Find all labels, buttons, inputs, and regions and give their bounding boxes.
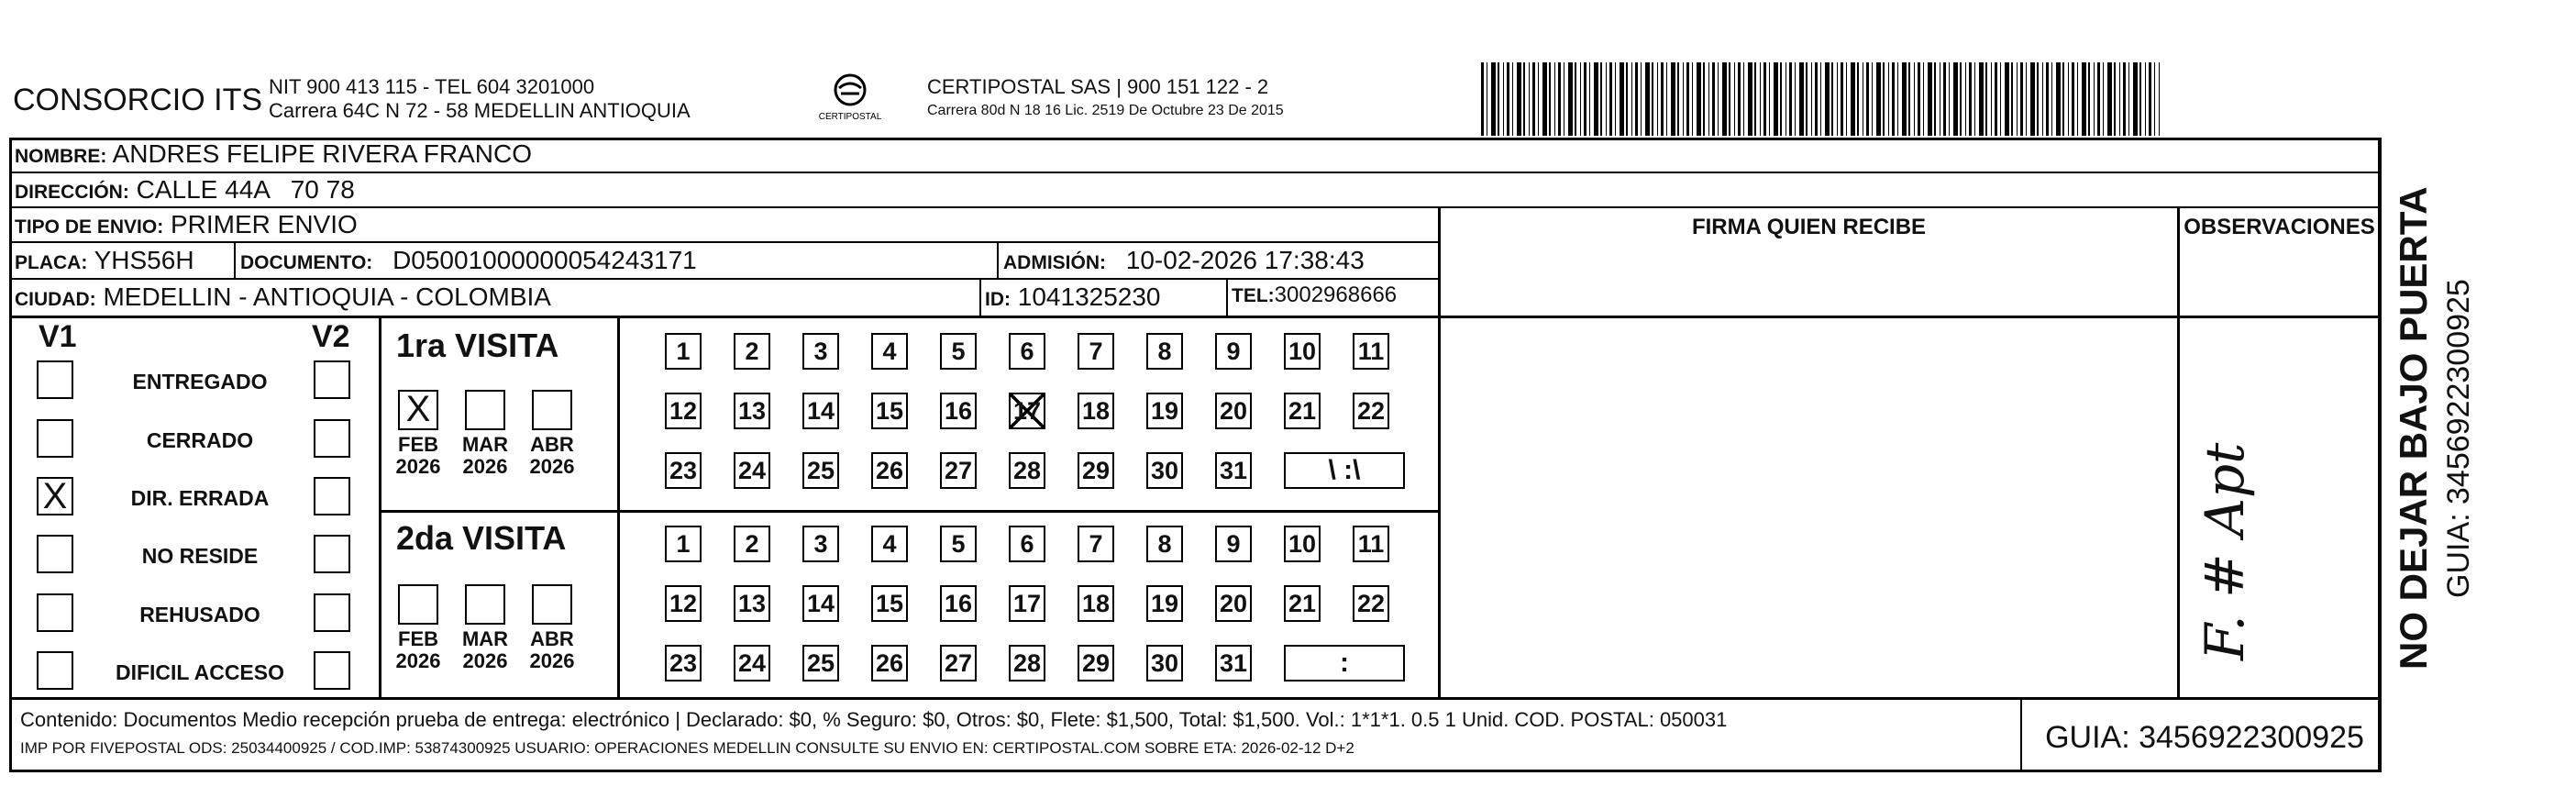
id-cell — [985, 283, 1161, 312]
day-box[interactable]: 28 — [1009, 452, 1045, 489]
day-box[interactable]: 21 — [1284, 393, 1321, 429]
side-guia: GUIA: 3456922300925 — [2441, 279, 2476, 598]
day-box[interactable]: 16 — [940, 393, 977, 429]
day-box[interactable]: 25 — [802, 645, 839, 682]
day-box[interactable]: 1 — [665, 333, 702, 370]
day-box[interactable]: 3 — [802, 526, 839, 562]
certipostal-logo — [813, 72, 887, 125]
month-label: FEB — [398, 627, 438, 650]
tel-cell — [1232, 283, 1397, 308]
month-label: MAR — [461, 433, 509, 456]
company-nit-line: NIT 900 413 115 - TEL 604 3201000 — [269, 75, 595, 98]
day-box[interactable]: 13 — [734, 585, 770, 622]
v2-checkbox[interactable] — [314, 651, 350, 690]
city-label: CIUDAD: — [15, 289, 96, 310]
company-address-line: Carrera 64C N 72 - 58 MEDELLIN ANTIOQUIA — [269, 99, 691, 122]
day-box[interactable]: 18 — [1078, 393, 1114, 429]
signature-header: FIRMA QUIEN RECIBE — [1691, 215, 1927, 239]
company-name: CONSORCIO ITS — [13, 83, 263, 117]
v2-header: V2 — [312, 319, 350, 354]
side-warning: NO DEJAR BAJO PUERTA — [2392, 186, 2435, 670]
address-row — [15, 175, 355, 205]
company-details — [269, 75, 691, 123]
time-box[interactable]: : — [1284, 645, 1405, 682]
admission-label: ADMISIÓN: — [1003, 252, 1106, 273]
plate-cell — [15, 246, 194, 275]
day-box[interactable]: 19 — [1146, 585, 1183, 622]
v1-header: V1 — [39, 319, 77, 354]
document-value: D05001000000054243171 — [392, 246, 697, 274]
day-box[interactable]: 4 — [871, 333, 908, 370]
day-box[interactable]: 12 — [665, 393, 702, 429]
contents-line: Contenido: Documentos Medio recepción prueba de entrega: electrónico | Declarado: $0, % Seguro: $0, Otros: $0, Flete: $1,500, Total: $1,500. Vol.: 1*1*1. 0.5 1 Unid. COD. POSTAL: 050031 — [20, 708, 1728, 731]
day-box[interactable]: 24 — [734, 645, 770, 682]
shipment-type: PRIMER ENVIO — [170, 210, 358, 238]
day-box[interactable]: 20 — [1215, 393, 1252, 429]
day-box[interactable]: 22 — [1353, 393, 1389, 429]
day-box[interactable]: 6 — [1009, 526, 1045, 562]
recipient-address: CALLE 44A 70 78 — [136, 175, 355, 204]
logo-text: CERTIPOSTAL — [818, 112, 882, 122]
status-label: DIR. ERRADA — [130, 486, 270, 510]
city-value: MEDELLIN - ANTIOQUIA - COLOMBIA — [103, 283, 551, 311]
day-box[interactable]: 9 — [1215, 526, 1252, 562]
recipient-name: ANDRES FELIPE RIVERA FRANCO — [112, 139, 532, 168]
day-box[interactable]: 25 — [802, 452, 839, 489]
day-box[interactable]: 5 — [940, 526, 977, 562]
day-box[interactable]: 19 — [1146, 393, 1183, 429]
v1-checkbox[interactable] — [37, 535, 73, 573]
day-box[interactable]: 8 — [1146, 333, 1183, 370]
carrier-line: CERTIPOSTAL SAS | 900 151 122 - 2 — [927, 75, 1269, 98]
month-label: FEB — [398, 433, 438, 456]
year-label: 2026 — [462, 649, 508, 672]
day-box[interactable]: 29 — [1078, 452, 1114, 489]
document-cell — [240, 246, 697, 275]
day-box[interactable]: 23 — [665, 645, 702, 682]
barcode — [1481, 62, 2160, 136]
day-box[interactable]: 7 — [1078, 526, 1114, 562]
day-box[interactable]: 15 — [871, 393, 908, 429]
year-label: 2026 — [462, 455, 508, 478]
time-box[interactable]: \ :\ — [1284, 452, 1405, 489]
day-box[interactable]: 26 — [871, 452, 908, 489]
plate-label: PLACA: — [15, 252, 88, 273]
day-box[interactable]: 1 — [665, 526, 702, 562]
day-box[interactable]: 20 — [1215, 585, 1252, 622]
admission-cell — [1003, 246, 1365, 275]
day-box[interactable]: 11 — [1353, 526, 1389, 562]
status-label: NO RESIDE — [141, 544, 259, 568]
v2-checkbox[interactable] — [314, 593, 350, 632]
day-box[interactable]: 2 — [734, 526, 770, 562]
day-box[interactable]: 2 — [734, 333, 770, 370]
day-box[interactable]: 14 — [802, 585, 839, 622]
print-info-line: IMP POR FIVEPOSTAL ODS: 25034400925 / COD.IMP: 53874300925 USUARIO: OPERACIONES MEDELLIN CONSULTE SU ENVIO EN: CERTIPOSTAL.COM SOBRE ETA: 2026-02-12 D+2 — [20, 739, 1354, 757]
day-box[interactable]: 4 — [871, 526, 908, 562]
day-box[interactable]: 9 — [1215, 333, 1252, 370]
day-box[interactable]: 21 — [1284, 585, 1321, 622]
plate-value: YHS56H — [94, 246, 194, 274]
day-box[interactable]: 23 — [665, 452, 702, 489]
observations-header: OBSERVACIONES — [2184, 215, 2375, 239]
month-checkbox[interactable] — [465, 584, 505, 625]
tel-label: TEL: — [1232, 285, 1275, 306]
type-label: TIPO DE ENVIO: — [15, 216, 164, 238]
handwritten-observation: F. # Apt — [2194, 442, 2256, 660]
address-label: DIRECCIÓN: — [15, 182, 129, 203]
visit1-title: 1ra VISITA — [396, 327, 559, 364]
guia-number: GUIA: 3456922300925 — [2045, 720, 2364, 755]
carrier-license-line: Carrera 80d N 18 16 Lic. 2519 De Octubre 23 De 2015 — [927, 103, 1284, 118]
id-label: ID: — [985, 289, 1011, 310]
day-box[interactable]: 17 — [1009, 585, 1045, 622]
v1-checkbox[interactable] — [37, 593, 73, 632]
carrier-details — [927, 75, 1284, 123]
year-label: 2026 — [395, 455, 441, 478]
id-value: 1041325230 — [1017, 283, 1161, 311]
v1-checkbox[interactable] — [37, 419, 73, 458]
day-box[interactable]: 12 — [665, 585, 702, 622]
v2-checkbox[interactable] — [314, 360, 350, 399]
day-box[interactable]: 18 — [1078, 585, 1114, 622]
day-box[interactable]: 16 — [940, 585, 977, 622]
v1-checkbox[interactable] — [37, 651, 73, 690]
status-label: DIFICIL ACCESO — [115, 660, 284, 684]
day-box[interactable]: 14 — [802, 393, 839, 429]
status-label: ENTREGADO — [132, 370, 268, 393]
day-box[interactable]: 28 — [1009, 645, 1045, 682]
tel-value: 3002968666 — [1274, 283, 1398, 307]
month-label: MAR — [461, 627, 509, 650]
v1-checkbox[interactable] — [37, 360, 73, 399]
day-box[interactable]: 7 — [1078, 333, 1114, 370]
year-label: 2026 — [395, 649, 441, 672]
day-box[interactable]: 30 — [1146, 645, 1183, 682]
month-label: ABR — [530, 627, 574, 650]
day-box[interactable]: 27 — [940, 452, 977, 489]
day-box[interactable]: 26 — [871, 645, 908, 682]
day-box[interactable]: 27 — [940, 645, 977, 682]
month-checkbox[interactable] — [532, 584, 572, 625]
day-box[interactable]: 13 — [734, 393, 770, 429]
month-label: ABR — [530, 433, 574, 456]
year-label: 2026 — [529, 649, 575, 672]
day-box[interactable]: 3 — [802, 333, 839, 370]
v2-checkbox[interactable] — [314, 477, 350, 515]
day-box[interactable]: 31 — [1215, 452, 1252, 489]
visit2-title: 2da VISITA — [396, 519, 567, 557]
month-checkbox[interactable] — [398, 584, 438, 625]
day-box[interactable]: 8 — [1146, 526, 1183, 562]
document-label: DOCUMENTO: — [240, 252, 373, 273]
name-label: NOMBRE: — [15, 146, 107, 167]
v2-checkbox[interactable] — [314, 535, 350, 573]
month-checkbox[interactable] — [532, 390, 572, 430]
day-box[interactable]: 31 — [1215, 645, 1252, 682]
day-box[interactable]: 30 — [1146, 452, 1183, 489]
name-row — [15, 139, 532, 169]
day-box[interactable]: 5 — [940, 333, 977, 370]
day-box[interactable]: 10 — [1284, 333, 1321, 370]
day-box[interactable]: 22 — [1353, 585, 1389, 622]
v1-checkbox[interactable]: X — [37, 477, 73, 515]
day-box[interactable]: 15 — [871, 585, 908, 622]
day-box[interactable]: 24 — [734, 452, 770, 489]
day-box[interactable]: 10 — [1284, 526, 1321, 562]
day-box[interactable]: 17 — [1009, 393, 1045, 429]
status-label: CERRADO — [146, 428, 254, 452]
month-checkbox[interactable]: X — [398, 390, 438, 430]
day-box[interactable]: 11 — [1353, 333, 1389, 370]
v2-checkbox[interactable] — [314, 419, 350, 458]
year-label: 2026 — [529, 455, 575, 478]
admission-value: 10-02-2026 17:38:43 — [1125, 246, 1365, 274]
day-box[interactable]: 29 — [1078, 645, 1114, 682]
status-label: REHUSADO — [139, 603, 260, 626]
shipment-type-row — [15, 210, 358, 239]
month-checkbox[interactable] — [465, 390, 505, 430]
day-box[interactable]: 6 — [1009, 333, 1045, 370]
city-cell — [15, 283, 551, 312]
